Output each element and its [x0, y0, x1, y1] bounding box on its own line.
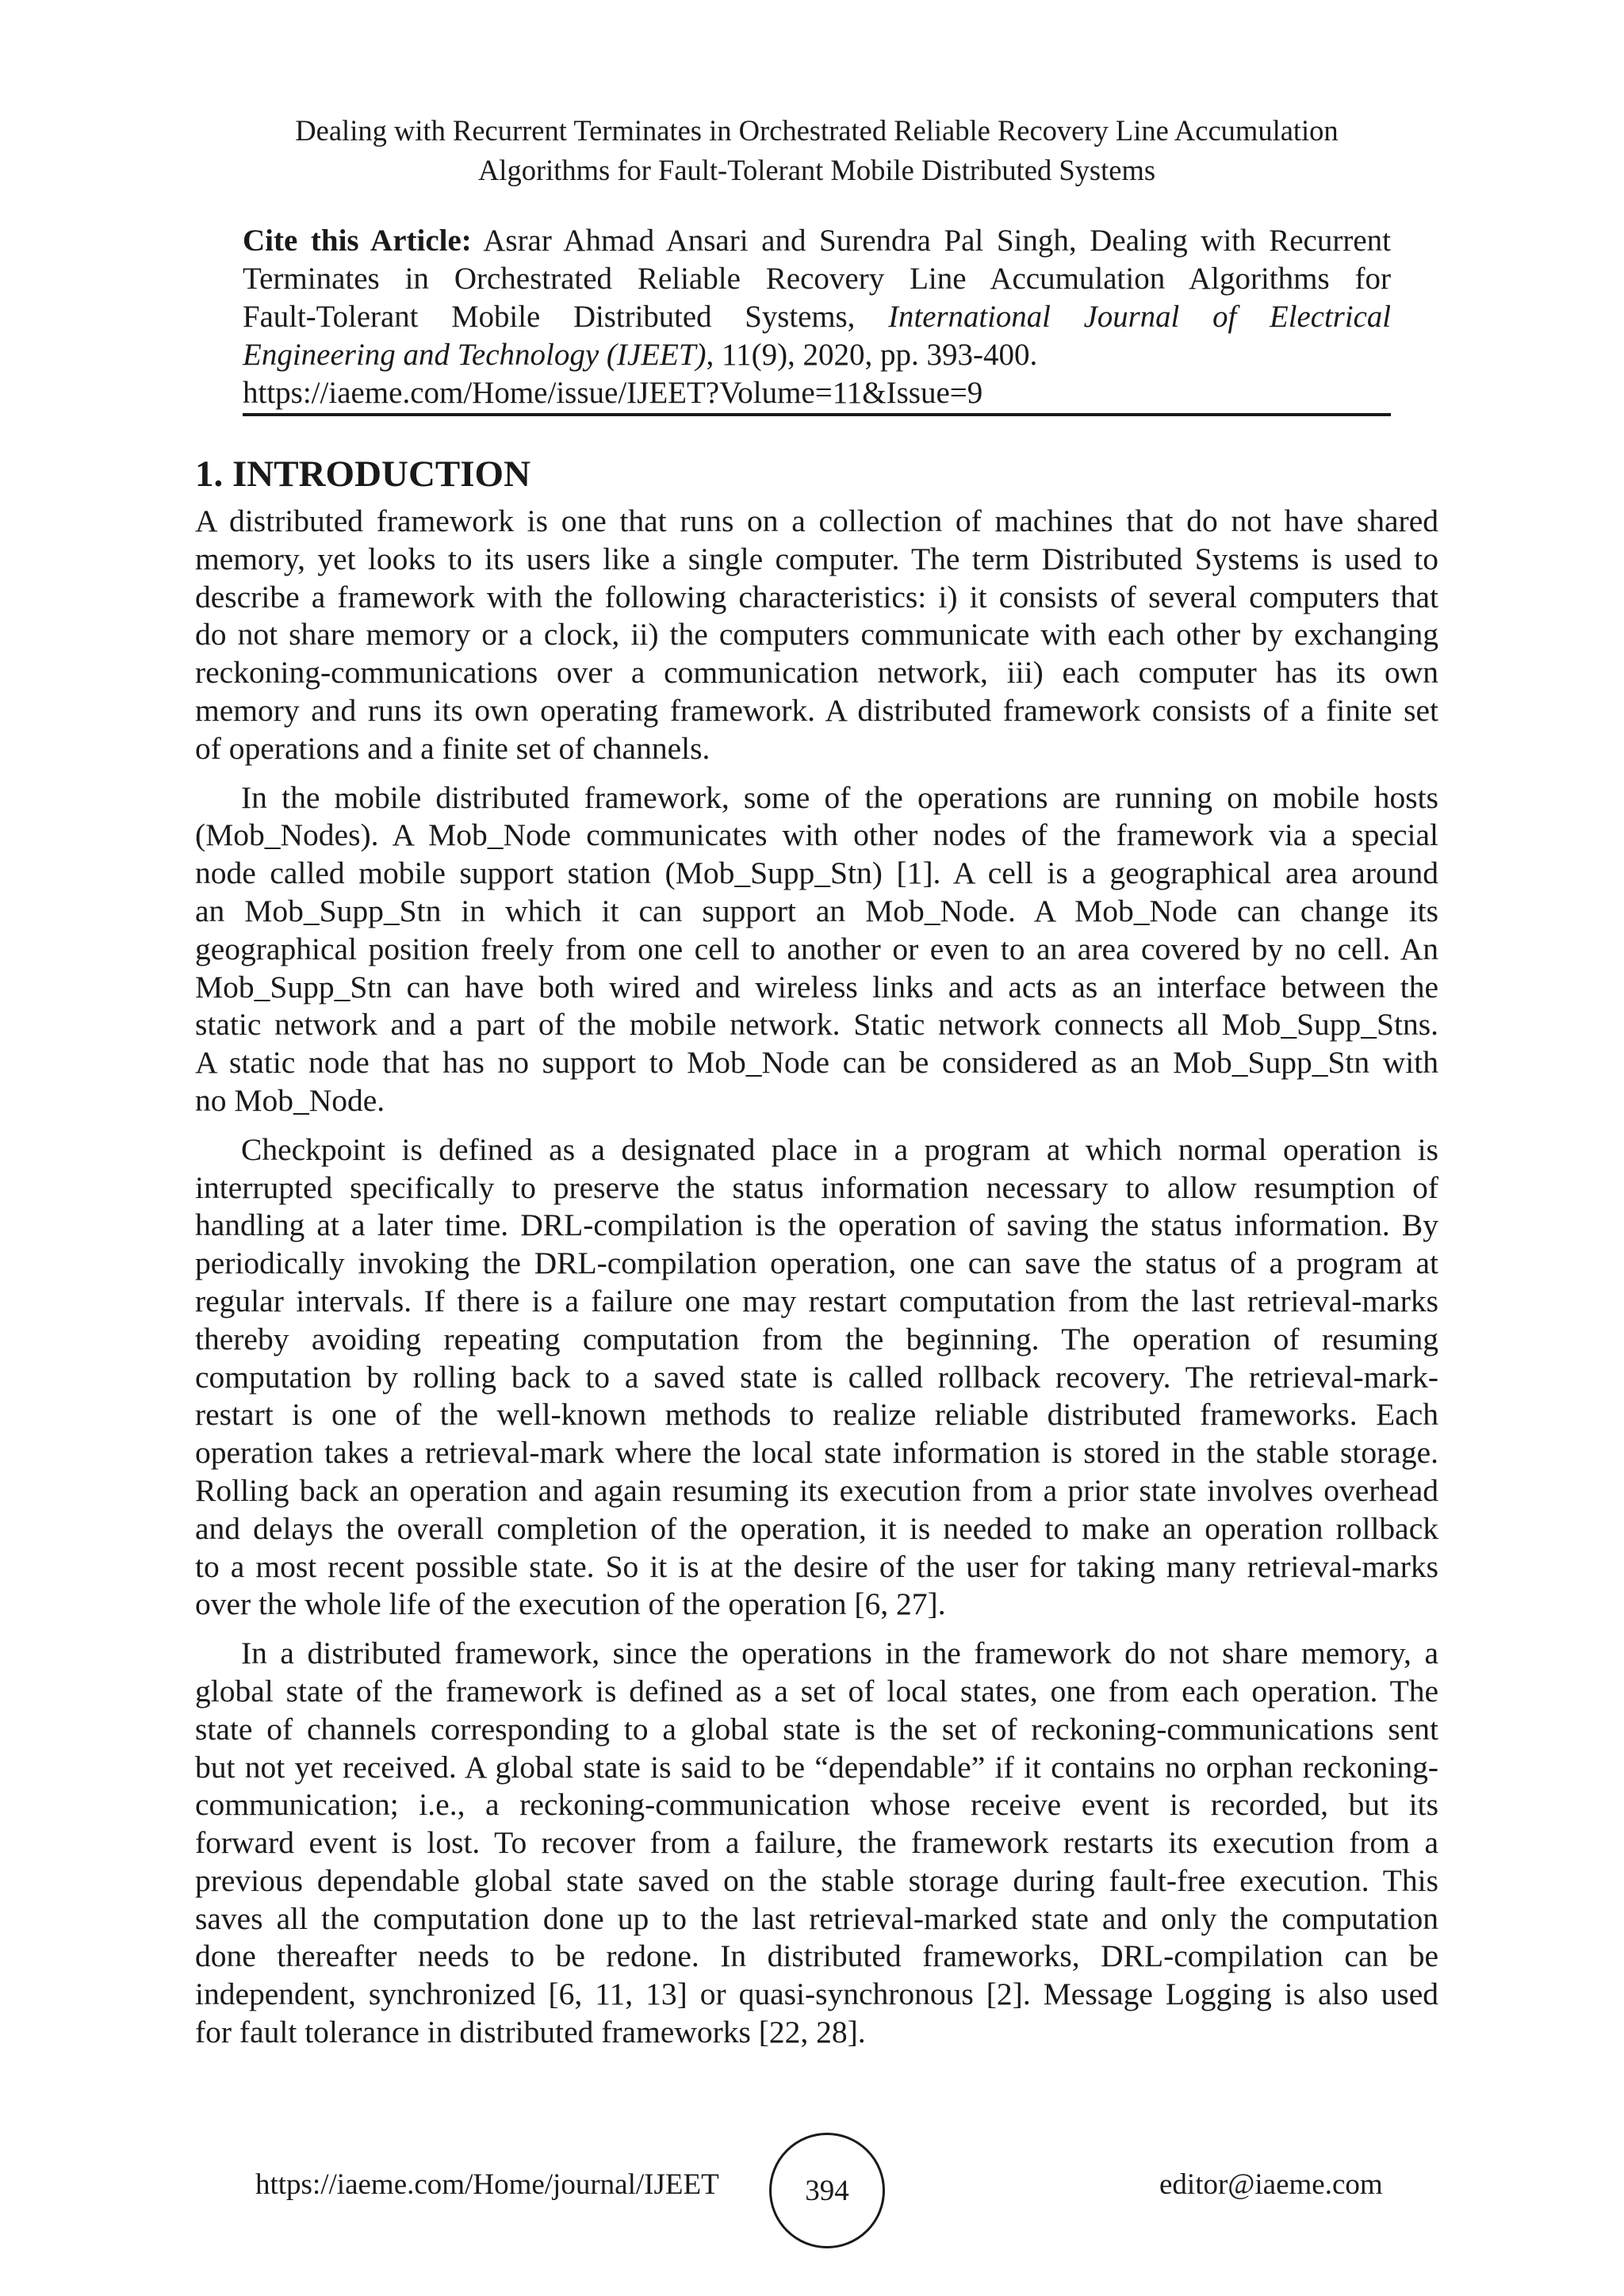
text-line: computation by rolling back to a saved state is called rollback recovery. The retrieval-mark-: [195, 1359, 1438, 1395]
citation-volume-pages: , 11(9), 2020, pp. 393-400.: [706, 338, 1038, 372]
text-line: describe a framework with the following characteristics: i) it consists of several computers that: [195, 579, 1438, 614]
text-line: communication; i.e., a reckoning-communication whose receive event is recorded, but its: [195, 1787, 1438, 1823]
text-line: periodically invoking the DRL-compilation operation, one can save the status of a program at: [195, 1246, 1438, 1281]
text-line: restart is one of the well-known methods to realize reliable distributed frameworks. Each: [195, 1397, 1438, 1433]
text-line: Mob_Supp_Stn can have both wired and wireless links and acts as an interface between the: [195, 969, 1438, 1004]
body-text: [195, 503, 1438, 2063]
citation-url[interactable]: https://iaeme.com/Home/issue/IJEET?Volume=11&Issue=9: [243, 376, 983, 410]
running-header-line-2: Algorithms for Fault-Tolerant Mobile Distributed Systems: [477, 154, 1156, 186]
text-line: thereby avoiding repeating computation from the beginning. The operation of resuming: [195, 1321, 1438, 1357]
text-line: over the whole life of the execution of the operation [6, 27].: [195, 1586, 946, 1622]
citation-title-end: Fault-Tolerant Mobile Distributed Systems,: [243, 300, 889, 334]
paragraph-1: [195, 503, 1438, 768]
page-number: 394: [805, 2174, 849, 2207]
running-header-line-1: Dealing with Recurrent Terminates in Orchestrated Reliable Recovery Line Accumulation: [295, 114, 1339, 147]
text-line: global state of the framework is defined as a set of local states, one from each operation. The: [195, 1673, 1438, 1709]
text-line: previous dependable global state saved on the stable storage during fault-free execution. This: [195, 1862, 1438, 1898]
text-line: do not share memory or a clock, ii) the computers communicate with each other by exchanging: [195, 617, 1438, 652]
text-line: but not yet received. A global state is said to be “dependable” if it contains no orphan reckoning-: [195, 1749, 1438, 1785]
text-line: In the mobile distributed framework, some of the operations are running on mobile hosts: [241, 779, 1438, 815]
text-line: Rolling back an operation and again resuming its execution from a prior state involves overhead: [195, 1472, 1438, 1508]
citation-journal-part-2: Engineering and Technology (IJEET): [243, 338, 707, 372]
text-line: no Mob_Node.: [195, 1082, 385, 1118]
running-header: [198, 111, 1435, 190]
footer-email-link[interactable]: editor@iaeme.com: [1159, 2168, 1383, 2201]
paragraph-3: [195, 1131, 1438, 1624]
text-line: In a distributed framework, since the operations in the framework do not share memory, a: [241, 1636, 1438, 1671]
citation-line-2: Terminates in Orchestrated Reliable Recovery Line Accumulation Algorithms for: [243, 262, 1391, 296]
text-line: done thereafter needs to be redone. In distributed frameworks, DRL-compilation can be: [195, 1938, 1438, 1974]
text-line: static network and a part of the mobile network. Static network connects all Mob_Supp_Stns.: [195, 1007, 1438, 1043]
citation-divider: [243, 413, 1391, 416]
text-line: geographical position freely from one cell to another or even to an area covered by no cell. An: [195, 931, 1438, 966]
citation-line-1: [243, 222, 1391, 260]
text-line: to a most recent possible state. So it is at the desire of the user for taking many retrieval-marks: [195, 1548, 1438, 1584]
text-line: interrupted specifically to preserve the status information necessary to allow resumption of: [195, 1169, 1438, 1205]
citation-line-4: [243, 336, 1391, 374]
page-footer: [0, 2133, 1624, 2244]
text-line: and delays the overall completion of the operation, it is needed to make an operation rollback: [195, 1510, 1438, 1546]
citation-journal-part-1: International Journal of Electrical: [888, 300, 1391, 334]
page-number-badge: [769, 2133, 885, 2248]
text-line: regular intervals. If there is a failure one may restart computation from the last retrieval-marks: [195, 1283, 1438, 1318]
text-line: node called mobile support station (Mob_Supp_Stn) [1]. A cell is a geographical area around: [195, 855, 1438, 891]
text-line: an Mob_Supp_Stn in which it can support an Mob_Node. A Mob_Node can change its: [195, 893, 1438, 928]
citation-line-3: [243, 298, 1391, 336]
text-line: forward event is lost. To recover from a failure, the framework restarts its execution from a: [195, 1825, 1438, 1861]
text-line: for fault tolerance in distributed frameworks [22, 28].: [195, 2015, 866, 2050]
text-line: memory and runs its own operating framework. A distributed framework consists of a finite set: [195, 692, 1438, 728]
citation-block: [243, 222, 1391, 412]
text-line: saves all the computation done up to the last retrieval-marked state and only the computation: [195, 1900, 1438, 1936]
section-title: 1. INTRODUCTION: [195, 453, 531, 495]
citation-label: Cite this Article:: [243, 224, 472, 258]
text-line: Checkpoint is defined as a designated place in a program at which normal operation is: [241, 1131, 1438, 1167]
footer-journal-link[interactable]: https://iaeme.com/Home/journal/IJEET: [255, 2168, 719, 2201]
text-line: (Mob_Nodes). A Mob_Node communicates with other nodes of the framework via a special: [195, 817, 1438, 853]
text-line: memory, yet looks to its users like a single computer. The term Distributed Systems is used to: [195, 541, 1438, 576]
text-line: of operations and a finite set of channels.: [195, 730, 710, 766]
text-line: reckoning-communications over a communication network, iii) each computer has its own: [195, 655, 1438, 691]
text-line: independent, synchronized [6, 11, 13] or quasi-synchronous [2]. Message Logging is also used: [195, 1976, 1438, 2012]
text-line: handling at a later time. DRL-compilation is the operation of saving the status information. By: [195, 1207, 1438, 1243]
paragraph-4: [195, 1635, 1438, 2052]
text-line: A static node that has no support to Mob_Node can be considered as an Mob_Supp_Stn with: [195, 1045, 1438, 1081]
text-line: state of channels corresponding to a global state is the set of reckoning-communications sent: [195, 1711, 1438, 1747]
citation-authors: Asrar Ahmad Ansari and Surendra Pal Singh, Dealing with Recurrent: [471, 224, 1391, 258]
text-line: A distributed framework is one that runs on a collection of machines that do not have shared: [195, 503, 1438, 538]
paragraph-2: [195, 779, 1438, 1120]
text-line: operation takes a retrieval-mark where the local state information is stored in the stable storage.: [195, 1435, 1438, 1471]
